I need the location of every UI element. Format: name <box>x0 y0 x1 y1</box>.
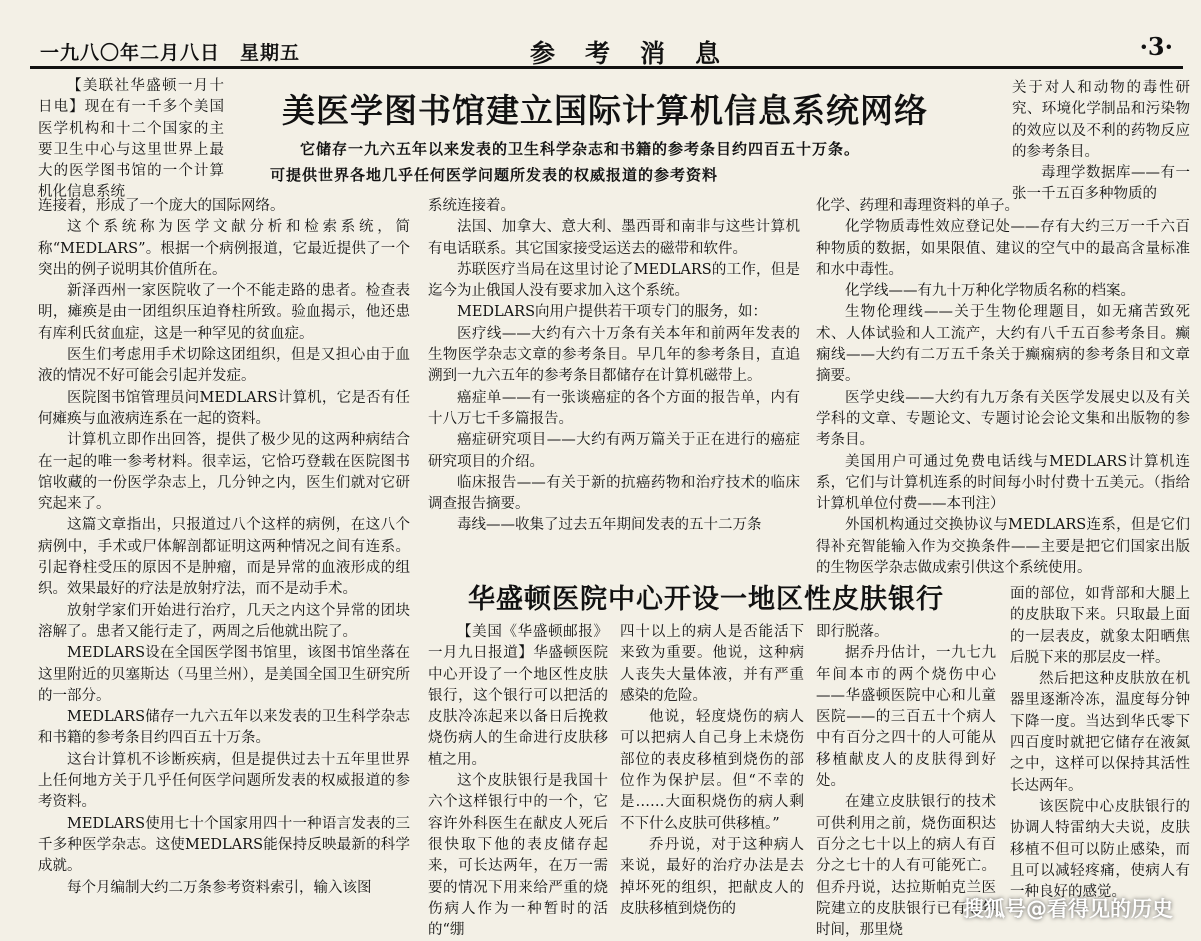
paragraph: 医院图书馆管理员问MEDLARS计算机，它是否有任何瘫痪与血液病连系在一起的资料。 <box>38 389 410 427</box>
paragraph: 【美国《华盛顿邮报》一月九日报道】华盛顿医院中心开设了一个地区性皮肤银行，这个银行可以把活的皮肤冷冻起来以备日后挽救烧伤病人的生命进行皮肤移植之用。 <box>428 624 608 768</box>
paragraph: 四十以上的病人是否能活下来致为重要。他说，这种病人丧失大量体液，并有严重感染的危险。 <box>620 624 804 704</box>
intro-paragraph: 【美联社华盛顿一月十日电】现在有一千多个美国医学机构和十二个国家的主要卫生中心与这里世界上最大的医学图书馆的一个计算机化信息系统 <box>38 78 224 201</box>
paragraph: 面的部位，如背部和大腿上的皮肤取下来。只取最上面的一层表皮，就象太阳晒焦后脱下来的那层皮一样。 <box>1010 586 1190 666</box>
paragraph: 毒线——收集了过去五年期间发表的五十二万条 <box>457 517 762 534</box>
issue-date: 一九八〇年二月八日 星期五 <box>40 42 301 64</box>
article-1-column-middle <box>428 196 800 566</box>
page-number: ·3· <box>1139 32 1173 61</box>
article-1-column-right <box>816 196 1190 577</box>
paragraph: 美国用户可通过免费电话线与MEDLARS计算机连系，它们与计算机连系的时间每小时付费十五美元。（指给计算机单位付费——本刊注） <box>816 453 1190 513</box>
paragraph: MEDLARS设在全国医学图书馆里，该图书馆坐落在这里附近的贝塞斯达（马里兰州），是美国全国卫生研究所的一部分。 <box>38 645 410 704</box>
paragraph: 化学线——有九十万种化学物质名称的档案。 <box>845 283 1135 300</box>
paragraph: 他说，轻度烧伤的病人可以把病人自己身上未烧伤部位的表皮移植到烧伤的部位作为保护层。但“不幸的是……大面积烧伤的病人剩不下什么皮肤可供移植。” <box>620 709 804 832</box>
article-1-subtitle-2: 可提供世界各地几乎任何医学问题所发表的权威报道的参考资料 <box>270 166 719 184</box>
paragraph: 这台计算机不诊断疾病，但是提供过去十五年里世界上任何地方关于几乎任何医学问题所发表的权威报道的参考资料。 <box>38 751 410 811</box>
paragraph: 苏联医疗当局在这里讨论了MEDLARS的工作，但是迄今为止俄国人没有要求加入这个系统。 <box>428 261 800 300</box>
paragraph: 医疗线——大约有六十万条有关本年和前两年发表的生物医学杂志文章的参考条目。早几年的参考条目，直追溯到一九六五年的参考条目都储存在计算机磁带上。 <box>428 325 800 385</box>
paragraph: 毒理学数据库——有一张一千五百多种物质的 <box>1012 165 1190 203</box>
paragraph: 系统连接着。 <box>428 198 515 214</box>
article-1-intro <box>38 76 224 201</box>
paragraph: 据乔丹估计，一九七九年间本市的两个烧伤中心——华盛顿医院中心和儿童医院——的三百五十个病人中有百分之四十的人可能从移植献皮人的皮肤得到好处。 <box>816 645 996 790</box>
paragraph: 临床报告——有关于新的抗癌药物和治疗技术的临床调查报告摘要。 <box>428 474 800 513</box>
article-1-column-left <box>38 196 410 926</box>
paragraph: 这个皮肤银行是我国十六个这样银行中的一个，它容许外科医生在献皮人死后很快取下他的表皮储存起来，可长达两年，在万一需要的情况下用来给严重的烧伤病人作为一种暂时的活的“绷 <box>428 773 608 939</box>
paragraph: 医学史线——大约有九万条有关医学发展史以及有关学科的文章、专题论文、专题讨论会论文集和出版物的参考条目。 <box>816 389 1190 449</box>
masthead-rule <box>30 66 1183 69</box>
paragraph: MEDLARS向用户提供若干项专门的服务，如： <box>457 304 768 321</box>
paragraph: 关于对人和动物的毒性研究、环境化学制品和污染物的效应以及不利的药物反应的参考条目。 <box>1012 80 1190 160</box>
paragraph: MEDLARS使用七十个国家用四十一种语言发表的三千多种医学杂志。这使MEDLARS能保持反映最新的科学成就。 <box>38 815 410 875</box>
paragraph: 化学、药理和毒理资料的单子。 <box>816 198 1019 214</box>
paragraph: 化学物质毒性效应登记处——存有大约三万一千六百种物质的数据，如果限值、建议的空气中的最高含量标准和水中毒性。 <box>816 219 1190 278</box>
paragraph: 癌症单——有一张谈癌症的各个方面的报告单，内有十八万七千多篇报告。 <box>428 389 800 427</box>
article-2-column-3 <box>816 622 996 939</box>
paragraph: 在建立皮肤银行的技术可供利用之前，烧伤面积达百分之七十以上的病人有百分之七十的人有可能死亡。但乔丹说，达拉斯帕克兰医院建立的皮肤银行已有七年时间，那里烧 <box>816 794 996 939</box>
paragraph: 每个月编制大约二万条参考资料索引，输入该图 <box>67 879 372 896</box>
masthead <box>30 32 1183 68</box>
paragraph: 新泽西州一家医院收了一个不能走路的患者。检查表明，瘫痪是由一团组织压迫脊柱所致。验血揭示，他还患有库利氏贫血症，这是一种罕见的贫血症。 <box>38 283 410 342</box>
paragraph: 癌症研究项目——大约有两万篇关于正在进行的癌症研究项目的介绍。 <box>428 432 800 470</box>
paragraph: 乔丹说，对于这种病人来说，最好的治疗办法是去掉坏死的组织，把献皮人的皮肤移植到烧伤的 <box>620 836 804 917</box>
paragraph: 法国、加拿大、意大利、墨西哥和南非与这些计算机有电话联系。其它国家接受运送去的磁带和软件。 <box>428 219 800 257</box>
article-1-headline: 美医学图书馆建立国际计算机信息系统网络 <box>282 91 928 130</box>
article-2-column-1 <box>428 622 608 939</box>
article-2-column-4 <box>1010 584 1190 926</box>
paper-name: 参考消息 <box>530 39 751 68</box>
article-1-subtitle-1: 它储存一九六五年以来发表的卫生科学杂志和书籍的参考条目约四百五十万条。 <box>300 140 861 158</box>
article-2-headline: 华盛顿医院中心开设一地区性皮肤银行 <box>468 584 944 615</box>
paragraph: 这个系统称为医学文献分析和检索系统，简称“MEDLARS”。根据一个病例报道，它最近提供了一个突出的例子说明其价值所在。 <box>38 219 410 278</box>
paragraph: 生物伦理线——关于生物伦理题目，如无痛苦致死术、人体试验和人工流产，大约有八千五百参考条目。癫痫线——大约有二万五千条关于癫痫病的参考条目和文章摘要。 <box>816 304 1190 385</box>
article-1-column-top-right <box>1012 78 1190 203</box>
paragraph: 然后把这种皮肤放在机器里逐渐冷冻，温度每分钟下降一度。当达到华氏零下四百度时就把它储存在液氮之中，这样可以保持其活性长达两年。 <box>1010 671 1190 794</box>
paragraph: 这篇文章指出，只报道过八个这样的病例，在这八个病例中，手术或尸体解剖都证明这两种情况之间有连系。引起脊柱受压的原因不是肿瘤，而是异常的血液形成的组织。效果最好的疗法是放射疗法，而不是动手术。 <box>38 517 410 598</box>
paragraph: 放射学家们开始进行治疗，几天之内这个异常的团块溶解了。患者又能行走了，两周之后他就出院了。 <box>38 602 410 640</box>
paragraph: 连接着，形成了一个庞大的国际网络。 <box>38 198 285 214</box>
paragraph: 该医院中心皮肤银行的协调人特雷纳大夫说，皮肤移植不但可以防止感染，而且可以减轻疼痛，使病人有一种良好的感觉。 <box>1010 798 1190 901</box>
watermark: 搜狐号@看得见的历史 <box>963 897 1173 921</box>
article-2-column-2 <box>620 622 804 927</box>
paragraph: 医生们考虑用手术切除这团组织，但是又担心由于血液的情况不好可能会引起并发症。 <box>38 347 410 385</box>
paragraph: 即行脱落。 <box>816 624 889 640</box>
paragraph: 外国机构通过交换协议与MEDLARS连系，但是它们得补充智能输入作为交换条件——主要是把它们国家出版的生物医学杂志做成索引供这个系统使用。 <box>816 517 1190 577</box>
paragraph: 计算机立即作出回答，提供了极少见的这两种病结合在一起的唯一参考材料。很幸运，它恰巧登载在医院图书馆收藏的一份医学杂志上，几分钟之内，医生们就对它研究起来了。 <box>38 432 410 513</box>
paragraph: MEDLARS储存一九六五年以来发表的卫生科学杂志和书籍的参考条目约四百五十万条。 <box>38 709 410 747</box>
